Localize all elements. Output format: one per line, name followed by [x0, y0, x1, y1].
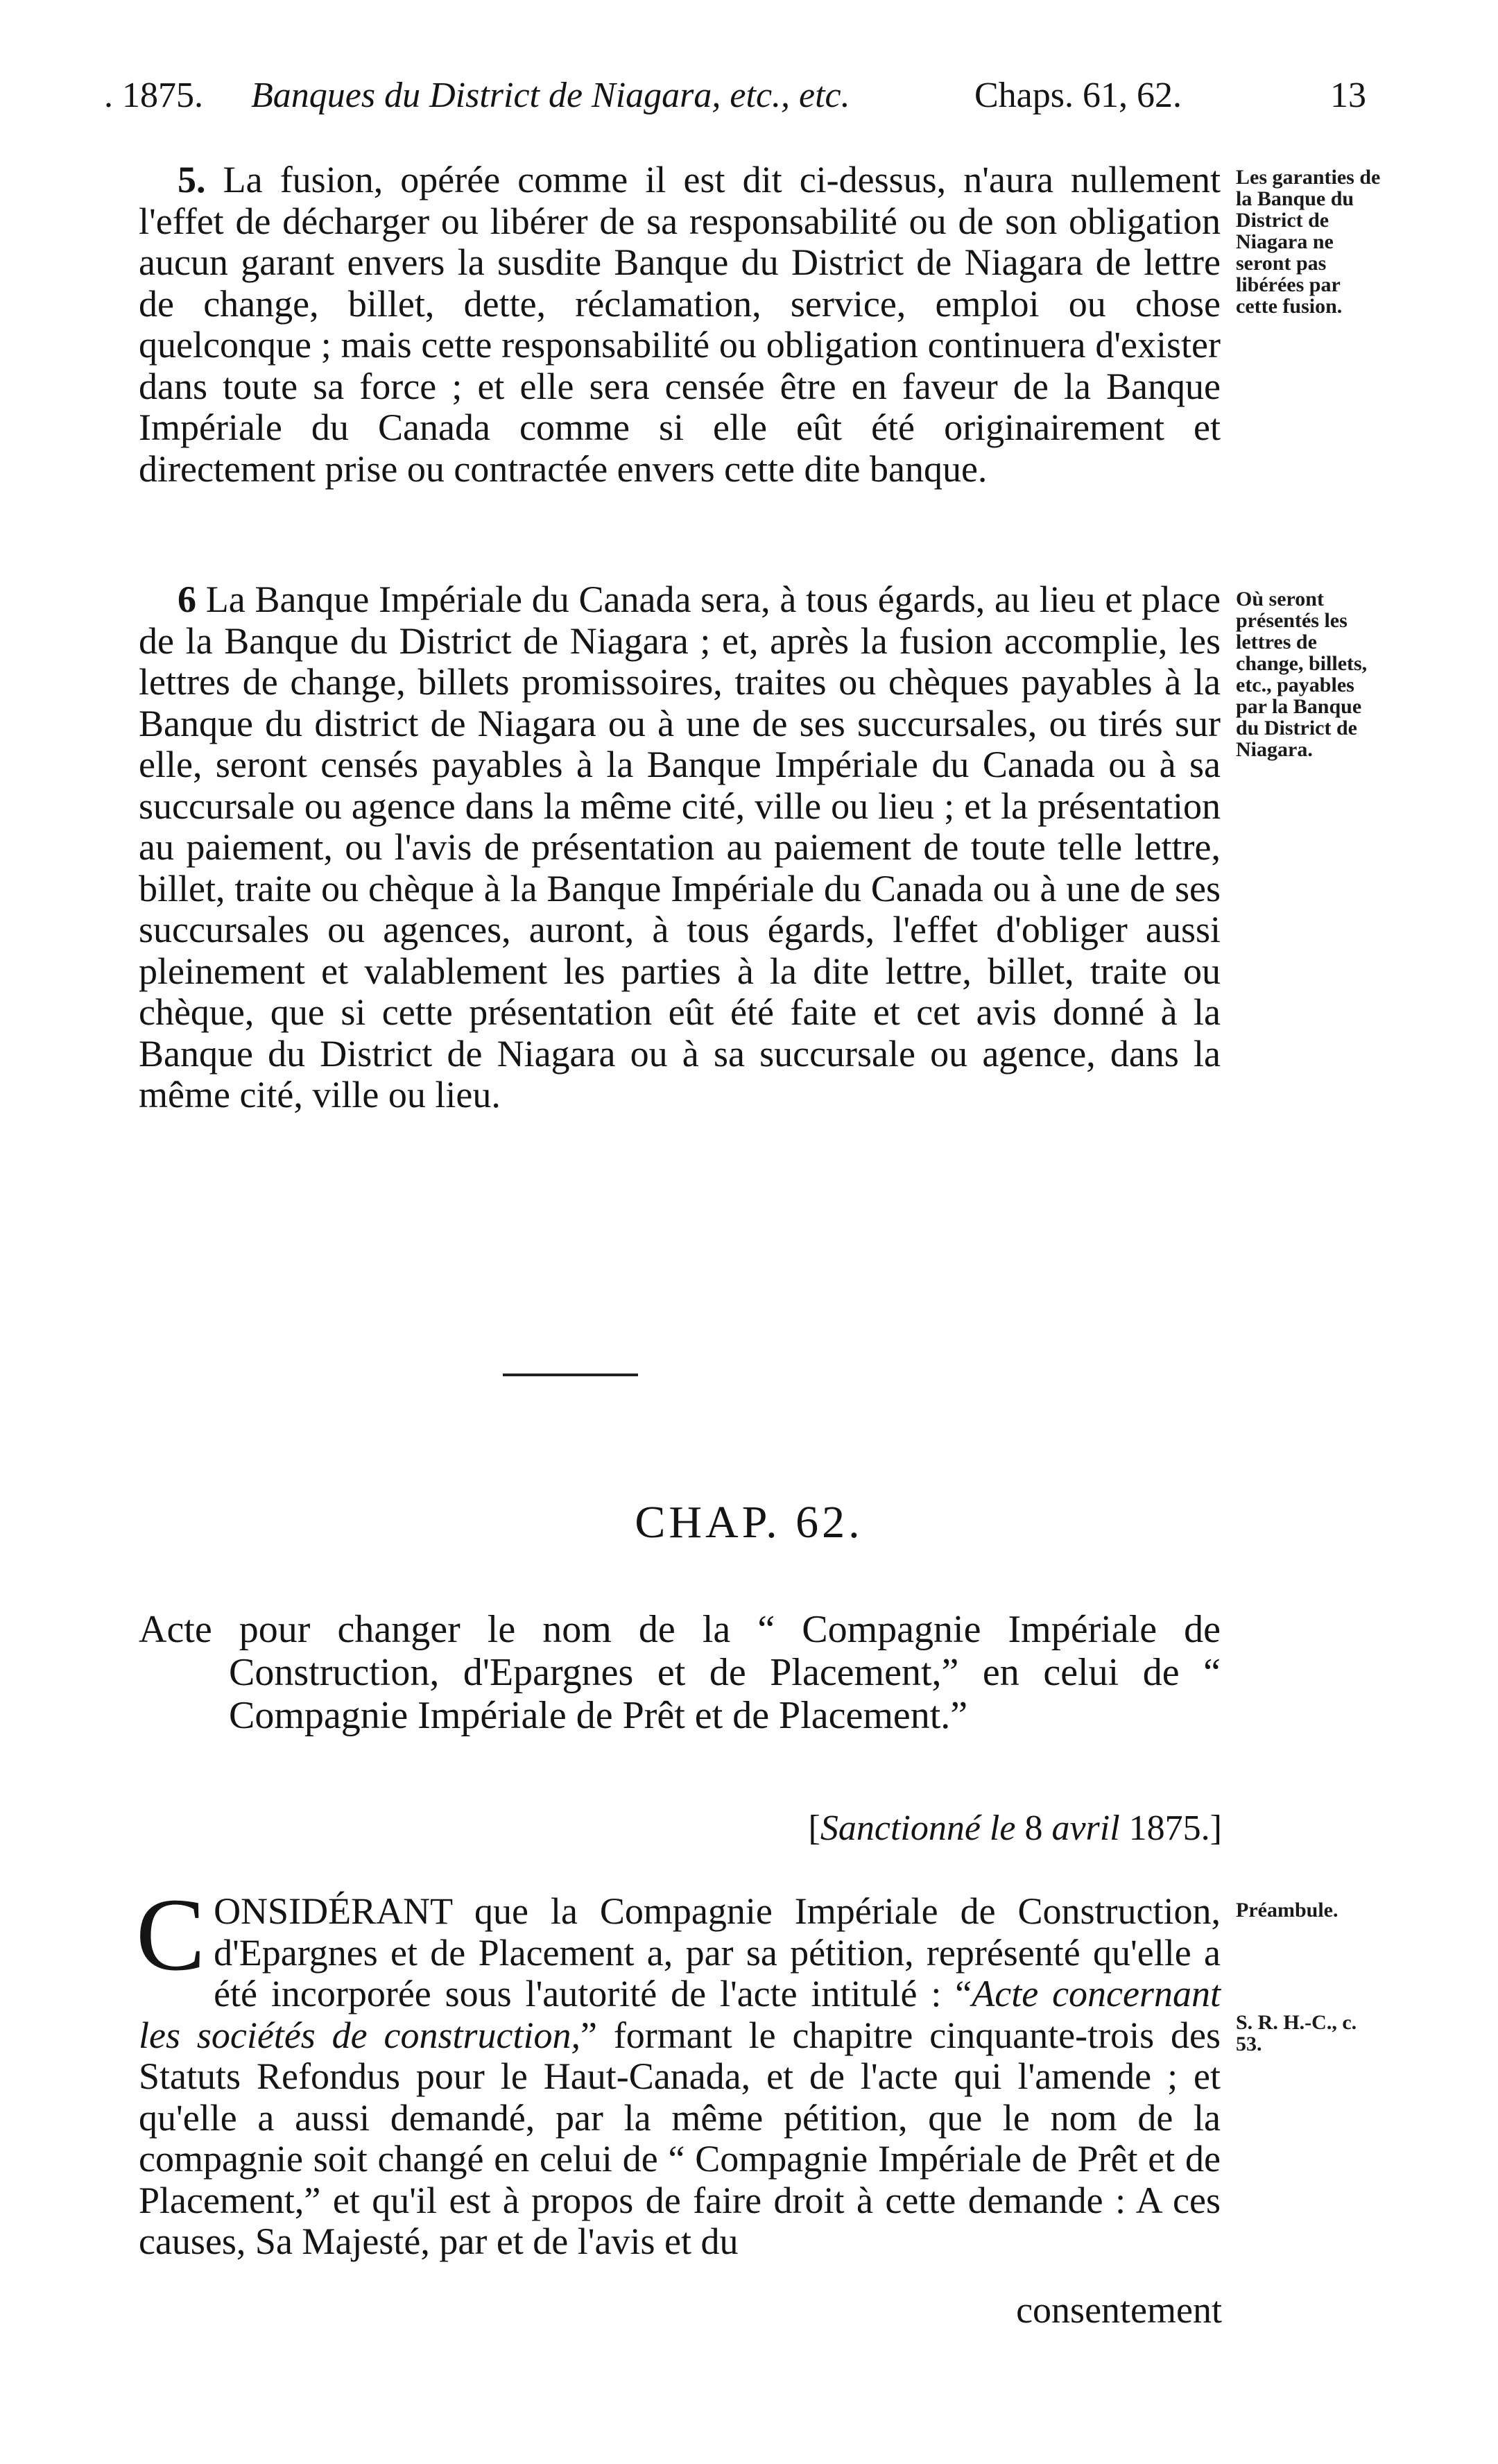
running-header [104, 71, 1366, 121]
sanction-label: Sanctionné le [820, 1808, 1016, 1848]
section-divider [503, 1374, 638, 1376]
section-5-paragraph [139, 160, 1221, 490]
sanction-month: avril [1051, 1808, 1120, 1848]
preamble-text-1: ONSIDÉRANT que la Compagnie Impériale de Construction, d'Epargnes et de Placement a, par sa pétition, représenté qu'elle a été incorporée sous l'autorité de l'acte intitulé : “ [214, 1890, 1221, 2014]
section-6-text: La Banque Impériale du Canada sera, à tous égards, au lieu et place de la Banque du District de Niagara ; et, après la fusion accomplie, les lettres de change, billets promissoires, traites ou chèques payables à la Banque du district de Niagara ou à une de ses succursales, ou tirés sur elle, seront censés payables à la Banque Impériale du Canada ou à sa succursale ou agence dans la même cité, ville ou lieu ; et la présentation au paiement, ou l'avis de présentation au paiement de toute telle lettre, billet, traite ou chèque à la Banque Impériale du Canada ou à une de ses succursales ou agences, auront, à tous égards, l'effet d'obliger aussi pleinement et valablement les parties à la dite lettre, billet, traite ou chèque, que si cette présentation eût été faite et cet avis donné à la Banque du District de Niagara ou à sa succursale ou agence, dans la même cité, ville ou lieu. [139, 579, 1221, 1115]
preamble [136, 1877, 1221, 2263]
cited-act-title: Acte concernant les sociétés de construction, [139, 1973, 1221, 2056]
sanction-year: 1875.] [1128, 1808, 1222, 1848]
chapter-heading: CHAP. 62. [635, 1497, 863, 1548]
margin-note-preamble: Préambule. [1236, 1899, 1338, 1922]
preamble-text-2: ” formant le chapitre cinquante-trois des Statuts Refondus pour le Haut-Canada, et de l'acte qui l'amende ; et qu'elle a aussi demandé, par la même pétition, que le nom de la compagnie soit changé en celui de “ Compagnie Impériale de Prêt et de Placement,” et qu'il est à propos de faire droit à cette demande : A ces causes, Sa Majesté, par et de l'avis et du [139, 2014, 1221, 2262]
header-title: Banques du District de Niagara, etc., etc. [251, 76, 850, 115]
section-5-text: La fusion, opérée comme il est dit ci-dessus, n'aura nullement l'effet de décharger ou libérer de sa responsabilité ou de son obligation aucun garant envers la susdite Banque du District de Niagara de lettre de change, billet, dette, réclamation, service, emploi ou chose quelconque ; mais cette responsabilité ou obligation continuera d'exister dans toute sa force ; et elle sera censée être en faveur de la Banque Impériale du Canada comme si elle eût été originairement et directement prise ou contractée envers cette dite banque. [139, 159, 1221, 490]
sanction-day: 8 [1024, 1808, 1043, 1848]
sanction-line: [Sanctionné le 8 avril 1875.] [808, 1808, 1222, 1848]
preamble-paragraph [136, 1877, 1221, 2263]
act-title: Acte pour changer le nom de la “ Compagnie Impériale de Construction, d'Epargnes et de Placement,” en celui de “ Compagnie Impériale de Prêt et de Placement.” [139, 1608, 1221, 1737]
header-year: . 1875. [104, 76, 203, 115]
margin-note-section-6: Où seront présentés les lettres de change, billets, etc., payables par la Banque du District de Niagara. [1236, 588, 1368, 761]
section-5 [139, 160, 1221, 490]
margin-note-statute-ref: S. R. H.-C., c. 53. [1236, 2011, 1357, 2055]
catchword: consentement [1016, 2289, 1222, 2331]
header-chapters: Chaps. 61, 62. [974, 76, 1182, 115]
section-6-paragraph [139, 579, 1221, 1116]
drop-cap: C [136, 1877, 206, 1992]
section-6-number: 6 [178, 579, 196, 620]
margin-note-section-5: Les garanties de la Banque du District de Niagara ne seront pas libérées par cette fusion. [1236, 166, 1381, 318]
section-5-number: 5. [178, 159, 206, 200]
page-number: 13 [1330, 76, 1366, 115]
section-6 [139, 579, 1221, 1116]
